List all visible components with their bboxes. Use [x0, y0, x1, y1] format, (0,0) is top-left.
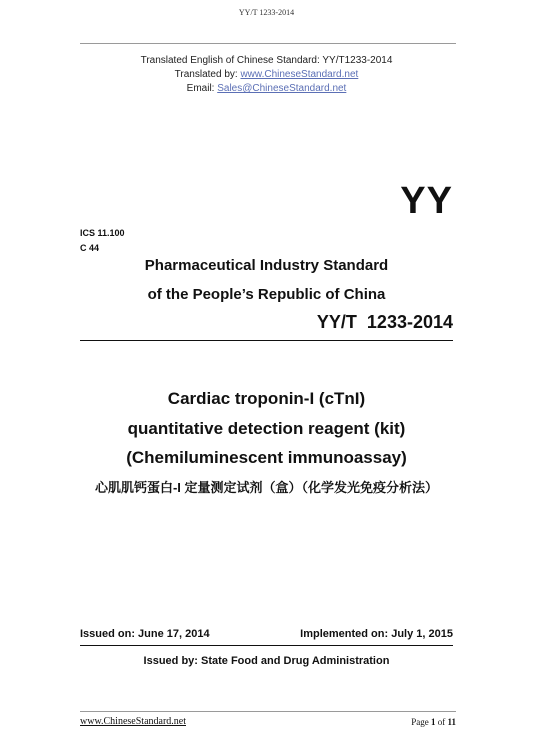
translator-website-link[interactable]: www.ChineseStandard.net — [240, 69, 359, 80]
issued-date: Issued on: June 17, 2014 — [80, 628, 210, 640]
title-chinese: 心肌肌钙蛋白-I 定量测定试剂（盒）（化学发光免疫分析法） — [94, 480, 439, 495]
page-current: 1 — [430, 717, 436, 727]
page-prefix: Page — [411, 717, 431, 727]
issuer: Issued by: State Food and Drug Administration — [143, 655, 390, 667]
footer-rule — [80, 711, 456, 712]
email-label: Email: — [186, 83, 218, 94]
title-line-1: Cardiac troponin-I (cTnI) — [167, 389, 366, 408]
translation-notice: Translated English of Chinese Standard: YY/T1233-2014 — [140, 55, 393, 66]
org-line-2: of the People’s Republic of China — [147, 286, 386, 303]
org-line-1: Pharmaceutical Industry Standard — [144, 257, 389, 274]
page-of: of — [435, 717, 448, 727]
translated-by-label: Translated by: — [174, 69, 241, 80]
page-total: 11 — [447, 717, 456, 727]
footer-website-link[interactable]: www.ChineseStandard.net — [80, 716, 186, 727]
standard-number: YY/T 1233-2014 — [316, 312, 453, 332]
title-line-2: quantitative detection reagent (kit) — [127, 419, 406, 438]
title-rule — [80, 340, 453, 341]
ccs-code: C 44 — [80, 243, 100, 253]
implemented-date: Implemented on: July 1, 2015 — [300, 628, 453, 640]
header-rule — [80, 43, 456, 44]
page-number — [411, 717, 456, 727]
email-line — [0, 83, 533, 94]
email-link[interactable]: Sales@ChineseStandard.net — [217, 83, 347, 94]
dates-rule — [80, 645, 453, 646]
ics-code: ICS 11.100 — [80, 228, 125, 238]
running-header: YY/T 1233-2014 — [238, 8, 295, 17]
translated-by-line — [0, 69, 533, 80]
yy-logo: YY — [400, 180, 453, 222]
title-line-3: (Chemiluminescent immunoassay) — [126, 448, 407, 467]
